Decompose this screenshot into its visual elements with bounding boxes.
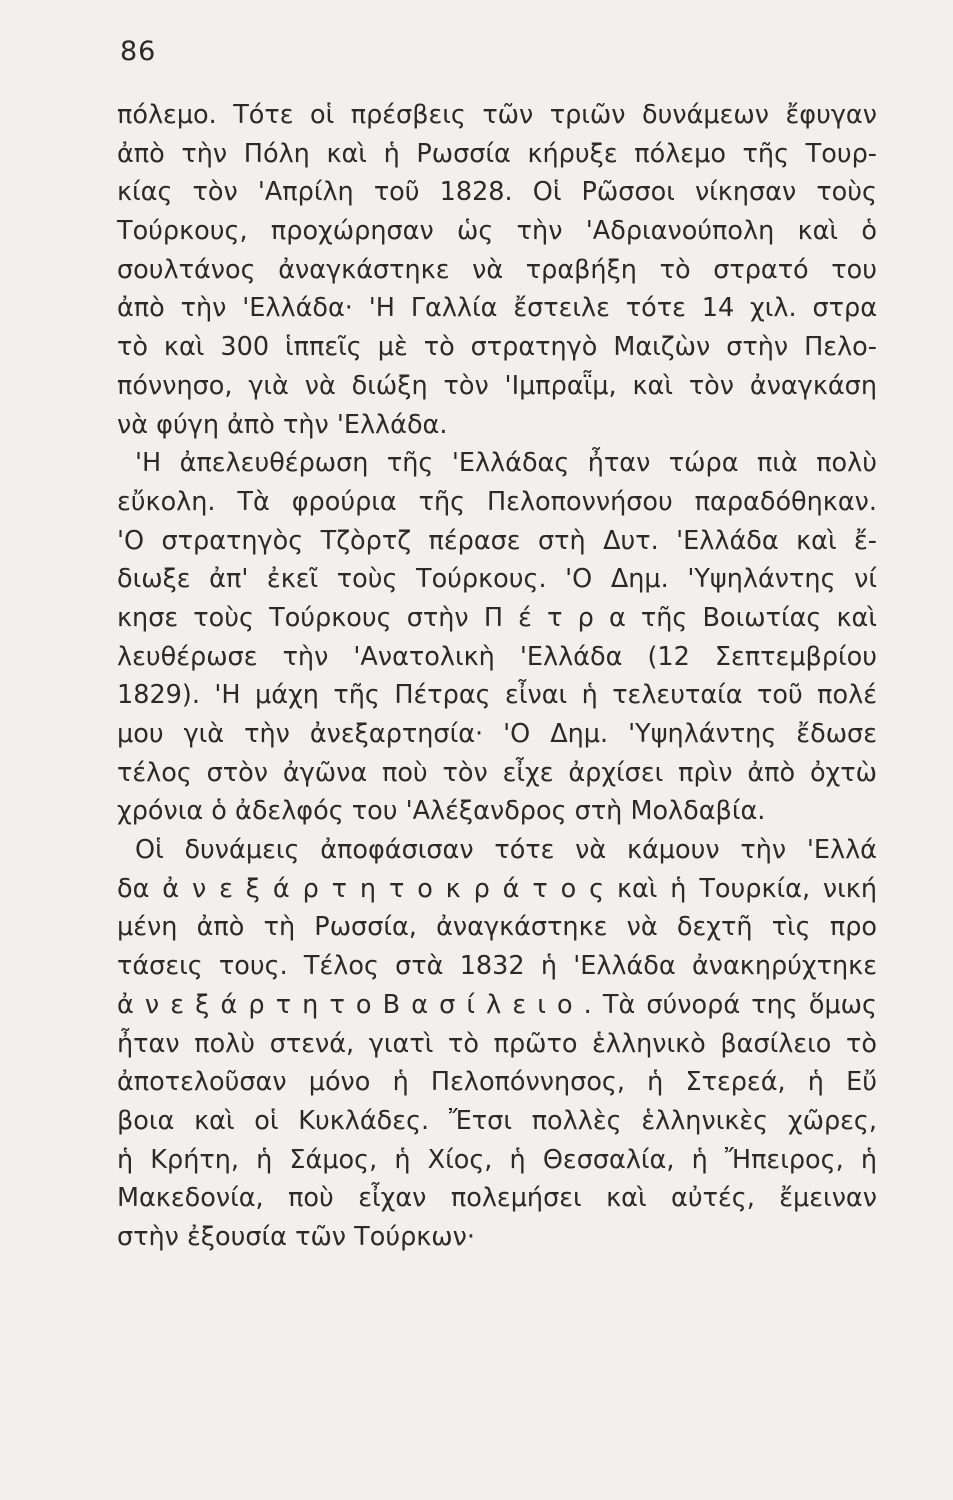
text-line: βοια καὶ οἱ Κυκλάδες. Ἔτσι πολλὲς ἑλληνικὲς χῶρες, bbox=[117, 1105, 877, 1136]
text-line: χρόνια ὁ ἀδελφός του 'Αλέξανδρος στὴ Μολδαβία. bbox=[117, 796, 766, 827]
text-line: πόννησο, γιὰ νὰ διώξη τὸν 'Ιμπραῗμ, καὶ τὸν ἀναγκάση bbox=[117, 370, 877, 401]
text-line: μένη ἀπὸ τὴ Ρωσσία, ἀναγκάστηκε νὰ δεχτῆ τὶς προ bbox=[117, 912, 877, 943]
text-line: πόλεμο. Τότε οἱ πρέσβεις τῶν τριῶν δυνάμεων ἔφυγαν bbox=[117, 100, 877, 130]
text-line: δα ἀ ν ε ξ ά ρ τ η τ ο κ ρ ά τ ο ς καὶ ἡ Τουρκία, νική bbox=[117, 873, 877, 904]
text-line: τάσεις τους. Τέλος στὰ 1832 ἡ 'Ελλάδα ἀνακηρύχτηκε bbox=[117, 951, 877, 982]
text-line: σουλτάνος ἀναγκάστηκε νὰ τραβήξη τὸ στρατό του bbox=[117, 254, 877, 285]
text-line: Οἱ δυνάμεις ἀποφάσισαν τότε νὰ κάμουν τὴν 'Ελλά bbox=[135, 835, 877, 866]
text-line: 'Η ἀπελευθέρωση τῆς 'Ελλάδας ἦταν τώρα πιὰ πολὺ bbox=[135, 448, 877, 479]
text-line: 'Ο στρατηγὸς Τζὸρτζ πέρασε στὴ Δυτ. 'Ελλάδα καὶ ἔ- bbox=[117, 525, 877, 556]
text-line: Μακεδονία, ποὺ εἶχαν πολεμήσει καὶ αὐτές, ἔμειναν bbox=[117, 1183, 877, 1214]
text-line: νὰ φύγη ἀπὸ τὴν 'Ελλάδα. bbox=[117, 409, 448, 440]
text-line: Τούρκους, προχώρησαν ὡς τὴν 'Αδριανούπολη καὶ ὁ bbox=[117, 216, 877, 247]
text-line: εὔκολη. Τὰ φρούρια τῆς Πελοποννήσου παραδόθηκαν. bbox=[117, 486, 877, 517]
text-line: κίας τὸν 'Απρίλη τοῦ 1828. Οἱ Ρῶσσοι νίκησαν τοὺς bbox=[117, 177, 877, 208]
text-line: ἡ Κρήτη, ἡ Σάμος, ἡ Χίος, ἡ Θεσσαλία, ἡ Ἤπειρος, ἡ bbox=[117, 1144, 877, 1175]
text-line: στὴν ἐξουσία τῶν Τούρκων· bbox=[117, 1221, 475, 1252]
text-line: ἀπὸ τὴν 'Ελλάδα· 'Η Γαλλία ἔστειλε τότε 14 χιλ. στρα bbox=[117, 293, 877, 324]
page-text bbox=[117, 96, 877, 1257]
text-line: κησε τοὺς Τούρκους στὴν Π έ τ ρ α τῆς Βοιωτίας καὶ bbox=[117, 602, 877, 633]
text-line: ἀ ν ε ξ ά ρ τ η τ ο Β α σ ί λ ε ι ο . Τὰ σύνορά της ὅμως bbox=[117, 989, 877, 1020]
text-line: μου γιὰ τὴν ἀνεξαρτησία· 'Ο Δημ. 'Υψηλάντης ἔδωσε bbox=[117, 719, 877, 749]
text-line: 1829). 'Η μάχη τῆς Πέτρας εἶναι ἡ τελευταία τοῦ πολέ bbox=[117, 680, 877, 711]
text-line: ἀπὸ τὴν Πόλη καὶ ἡ Ρωσσία κήρυξε πόλεμο τῆς Τουρ- bbox=[117, 138, 877, 169]
text-line: λευθέρωσε τὴν 'Ανατολικὴ 'Ελλάδα (12 Σεπτεμβρίου bbox=[117, 641, 877, 672]
text-line: ἦταν πολὺ στενά, γιατὶ τὸ πρῶτο ἑλληνικὸ βασίλειο τὸ bbox=[117, 1028, 877, 1059]
text-line: τὸ καὶ 300 ἱππεῖς μὲ τὸ στρατηγὸ Μαιζὼν στὴν Πελο- bbox=[117, 332, 877, 363]
page-number: 86 bbox=[120, 36, 157, 67]
text-line: διωξε ἀπ' ἐκεῖ τοὺς Τούρκους. 'Ο Δημ. 'Υψηλάντης νί bbox=[117, 564, 877, 595]
text-line: ἀποτελοῦσαν μόνο ἡ Πελοπόννησος, ἡ Στερεά, ἡ Εὔ bbox=[117, 1067, 877, 1098]
text-line: τέλος στὸν ἀγῶνα ποὺ τὸν εἶχε ἀρχίσει πρὶν ἀπὸ ὀχτὼ bbox=[117, 757, 877, 788]
